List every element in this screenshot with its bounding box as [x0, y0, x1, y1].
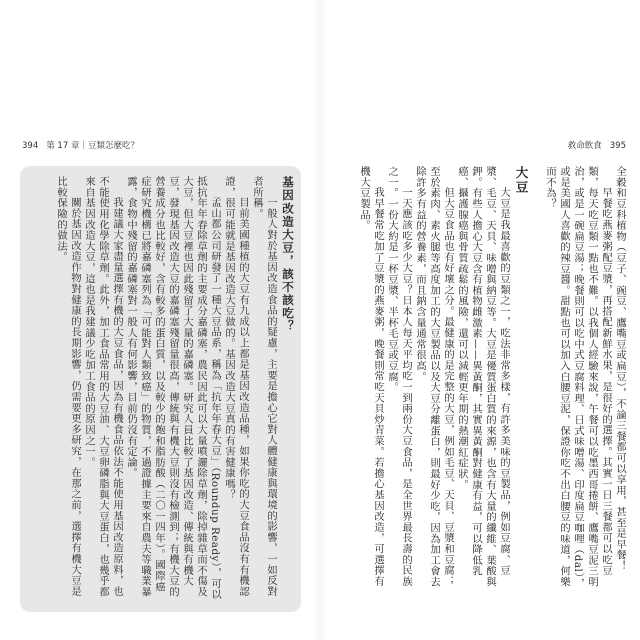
sidebar-text-block [29, 176, 295, 600]
sidebar-paragraph: 一般人對於基因改造食品的疑慮，主要是擔心它對人體健康與環境的影響，一如反對者所稱。 [251, 176, 277, 597]
sidebar-paragraph: 我建議大家盡量選擇有機的大豆食品，因為有機食品依法不能使用基因改造原料，也不能使用化學除草劑。此外，加工食品常用的大豆油、大豆卵磷脂與大豆蛋白，也幾乎都來自基因改造大豆，這也是我建議少吃加工食品的原因之一。 [83, 176, 123, 598]
right-page [320, 0, 640, 640]
sidebar-paragraph: 目前美國種植的大豆有九成以上都是基因改造品種，如果你吃的大豆食品沒有有機認證，很可能就是基因改造大豆做的。基因改造大豆真的有害健康嗎？ [223, 176, 249, 597]
book-running-title: 救命飲食 [567, 141, 602, 151]
body-paragraph: 早餐吃燕麥粥配豆漿，再搭配新鮮水果，是很好的選擇。其實一日三餐都可以吃豆類，每天吃豆類一點也不難。以我個人經驗來說，午餐可以吃墨西哥捲餅、鷹嘴豆泥三明治，或是一碗扁豆湯；晚餐則可以吃中式豆腐料理、日式味噌湯、印度扁豆咖哩（dal），或是美國人喜歡的辣豆醬。甜點也可以加入白腰豆泥，保證你吃不出白腰豆的味道，何樂而不為？ [544, 166, 612, 589]
body-paragraph: 大豆是我最喜歡的豆類之一，吃法非常多樣，有許多美味的豆製品，例如豆腐、豆漿、毛豆、天貝、味噌與納豆等。大豆是優質蛋白質的來源，也含有大量的纖維、葉酸與鉀。有些人擔心大豆含有植物雌激素——異黃酮，其實異黃酮對健康有益，可以降低乳癌、攝護腺癌與骨質疏鬆的風險，還可以減輕更年期的熱潮紅症狀。 [456, 166, 510, 588]
sidebar-paragraph: 關於基因改造作物對健康的長期影響，仍需要更多研究，在那之前，選擇有機大豆是比較保險的做法。 [55, 176, 81, 597]
right-running-header [568, 141, 626, 152]
left-page-number: 394 [22, 141, 39, 151]
body-paragraph: 但大豆食品也有好壞之分。最健康的是完整的大豆，例如毛豆、天貝、豆漿和豆腐；至於素肉、素火腿等高度加工的大豆製品以及大豆分離蛋白，則最好少吃，因為加工會去除許多有益的營養素，而且鈉含量通常很高。 [414, 166, 454, 588]
body-paragraph: 全穀和豆科植物（豆子、豌豆、鷹嘴豆或扁豆），不論三餐都可以享用，甚至是早餐！ [614, 166, 626, 572]
left-running-header [22, 141, 139, 152]
body-text-block [342, 166, 627, 592]
sidebar-paragraph: 孟山都公司研發了一種大豆品系，稱為「抗年年春大豆」（Roundup Ready），可以抵抗年年春除草劑的主要成分嘉磷塞，農民因此可以大量噴灑除草劑，除掉雜草而不傷及大豆，但大豆裡也因此殘留了大量的嘉磷塞。研究人員比較了基因改造、傳統與有機大豆，發現基因改造大豆的嘉磷塞殘留量很高，傳統與有機大豆則沒有檢測到；有機大豆的營養成分也比較好，含有較多的蛋白質，以及較少的飽和脂肪酸（二〇一四年）。國際癌症研究機構已將嘉磷塞列為「可能對人類致癌」的物質，不過證據主要來自農夫等職業暴露，食物中殘留的嘉磷塞對一般人有何影響，目前仍沒有定論。 [125, 176, 221, 600]
right-page-number: 395 [609, 141, 626, 151]
gmo-soy-sidebar-box [20, 166, 301, 612]
body-paragraph: 我早餐常吃加了豆漿的燕麥粥，晚餐則常吃天貝炒青菜。若擔心基因改造，可選擇有機大豆製品。 [358, 166, 384, 587]
sidebar-title: 基因改造大豆，該不該吃？ [281, 176, 295, 334]
section-heading-soy: 大豆 [514, 166, 529, 195]
chapter-title: 第 17 章｜豆類怎麼吃？ [46, 141, 139, 151]
body-paragraph: 一天應該吃多少大豆？日本人每天平均吃一到兩份大豆食品，是全世界最長壽的民族之一。一份大約是一杯豆漿、半杯毛豆或豆腐。 [386, 166, 412, 587]
